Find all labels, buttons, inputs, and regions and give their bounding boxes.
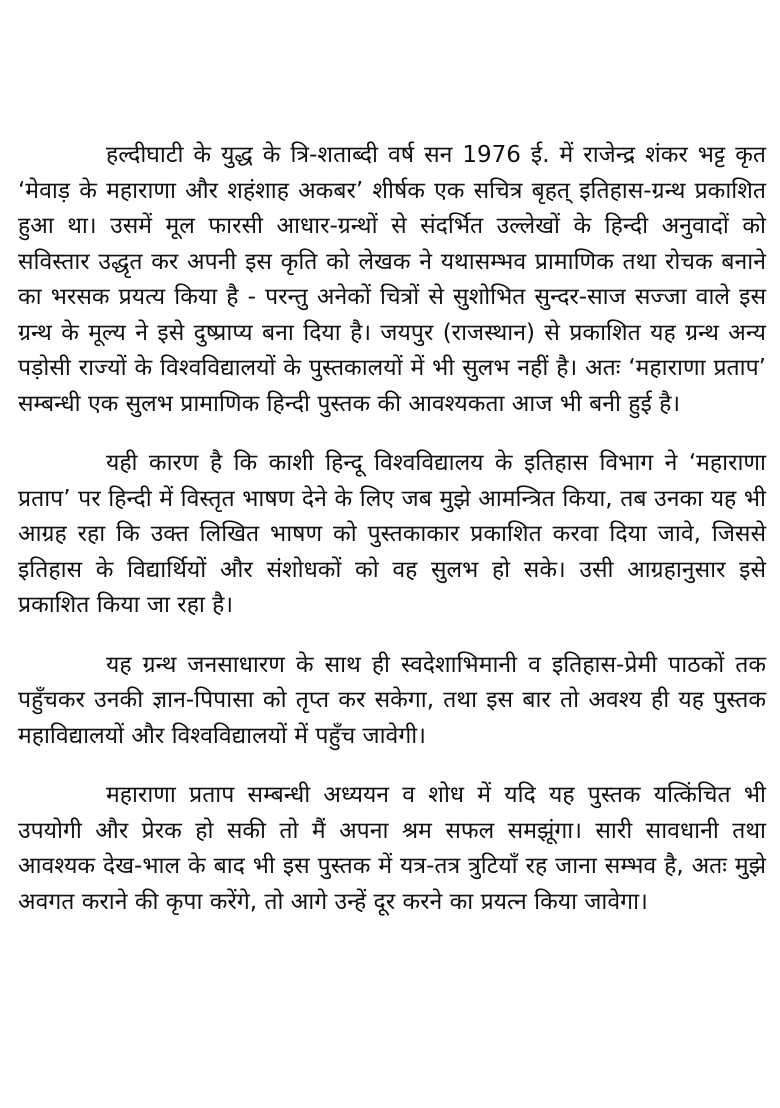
paragraph-4: महाराणा प्रताप सम्बन्धी अध्ययन व शोध में यदि यह पुस्तक यत्किंचित भी उपयोगी और प्रेरक हो सकी तो मैं अपना श्रम सफल समझूंगा। सारी सावधानी तथा आवश्यक देख-भाल के बाद भी इस पुस्तक में यत्र-तत्र त्रुटियाँ रह जाना सम्भव है, अतः मुझे अवगत कराने की कृपा करेंगे, तो आगे उन्हें दूर करने का प्रयत्न किया जावेगा। bbox=[18, 782, 766, 915]
document-page bbox=[18, 138, 766, 920]
paragraph-1: हल्दीघाटी के युद्ध के त्रि-शताब्दी वर्ष सन 1976 ई. में राजेन्द्र शंकर भट्ट कृत ‘मेवाड़ के महाराणा और शहंशाह अकबर’ शीर्षक एक सचित्र बृहत् इतिहास-ग्रन्थ प्रकाशित हुआ था। उसमें मूल फारसी आधार-ग्रन्थों से संदर्भित उल्लेखों के हिन्दी अनुवादों को सविस्तार उद्धृत कर अपनी इस कृति को लेखक ने यथासम्भव प्रामाणिक तथा रोचक बनाने का भरसक प्रयत्य किया है - परन्तु अनेकों चित्रों से सुशोभित सुन्दर-साज सज्जा वाले इस ग्रन्थ के मूल्य ने इसे दुष्प्राप्य बना दिया है। जयपुर (राजस्थान) से प्रकाशित यह ग्रन्थ अन्य पड़ोसी राज्यों के विश्वविद्यालयों के पुस्तकालयों में भी सुलभ नहीं है। अतः ‘महाराणा प्रताप’ सम्बन्धी एक सुलभ प्रामाणिक हिन्दी पुस्तक की आवश्यकता आज भी बनी हुई है। bbox=[18, 142, 766, 417]
paragraph-3: यह ग्रन्थ जनसाधारण के साथ ही स्वदेशाभिमानी व इतिहास-प्रेमी पाठकों तक पहुँचकर उनकी ज्ञान-पिपासा को तृप्त कर सकेगा, तथा इस बार तो अवश्य ही यह पुस्तक महाविद्यालयों और विश्वविद्यालयों में पहुँच जावेगी। bbox=[18, 651, 766, 749]
paragraph-2: यही कारण है कि काशी हिन्दू विश्वविद्यालय के इतिहास विभाग ने ‘महाराणा प्रताप’ पर हिन्दी में विस्तृत भाषण देने के लिए जब मुझे आमन्त्रित किया, तब उनका यह भी आग्रह रहा कि उक्त लिखित भाषण को पुस्तकाकार प्रकाशित करवा दिया जावे, जिससे इतिहास के विद्यार्थियों और संशोधकों को वह सुलभ हो सके। उसी आग्रहानुसार इसे प्रकाशित किया जा रहा है। bbox=[18, 450, 766, 618]
